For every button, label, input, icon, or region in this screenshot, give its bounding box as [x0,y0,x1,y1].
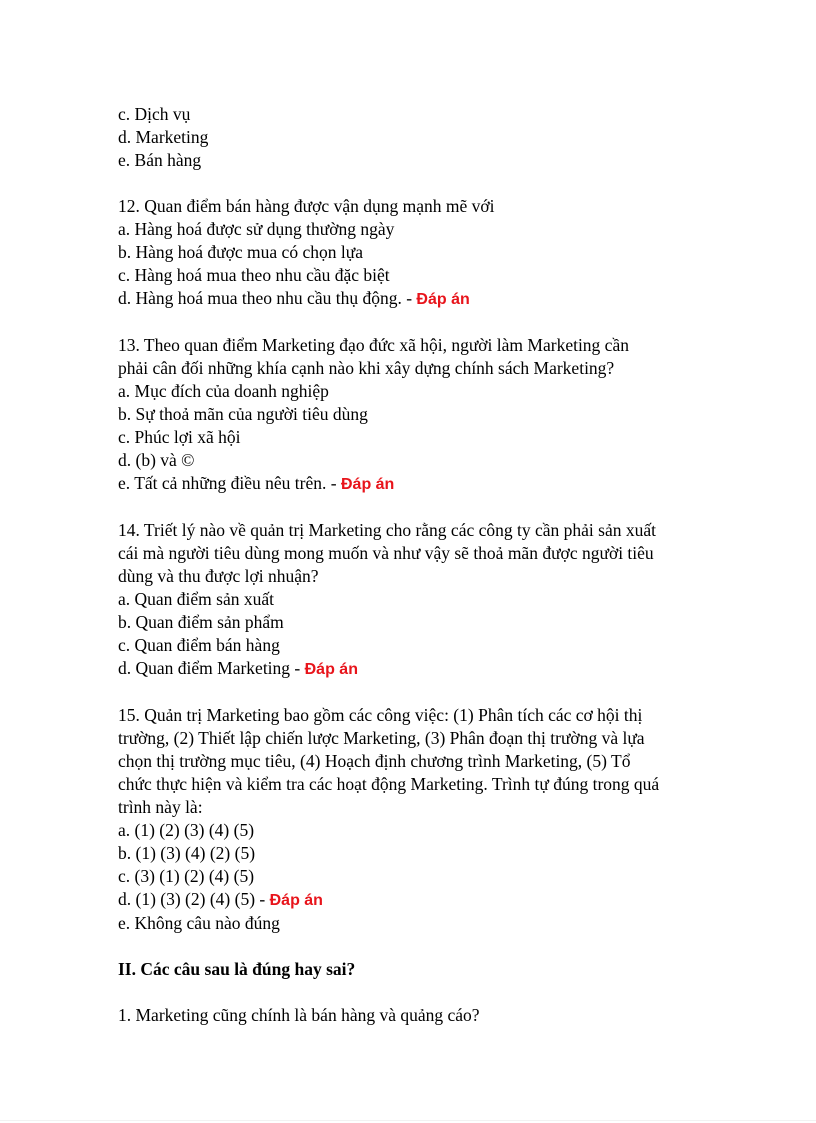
option-14c: c. Quan điểm bán hàng [118,635,280,655]
question-15-text-line-5: trình này là: [118,797,203,817]
option-15d-text: d. (1) (3) (2) (4) (5) - [118,889,270,909]
option-13e [118,472,738,496]
answer-marker: Đáp án [269,892,323,909]
option-13e-text: e. Tất cả những điều nêu trên. - [118,473,341,493]
option-14d-text: d. Quan điểm Marketing - [118,658,305,678]
option-13a: a. Mục đích của doanh nghiệp [118,381,329,401]
option-14a: a. Quan điểm sản xuất [118,589,274,609]
option-15b: b. (1) (3) (4) (2) (5) [118,843,256,863]
question-15-text-line-2: trường, (2) Thiết lập chiến lược Marketing, (3) Phân đoạn thị trường và lựa [118,728,645,748]
option-13d: d. (b) và © [118,450,195,470]
option-15e: e. Không câu nào đúng [118,913,280,933]
question-14-text-line-2: cái mà người tiêu dùng mong muốn và như vậy sẽ thoả mãn được người tiêu [118,543,654,563]
option-13c: c. Phúc lợi xã hội [118,427,241,447]
question-12 [118,195,738,311]
answer-marker: Đáp án [340,476,395,493]
option-13b: b. Sự thoả mãn của người tiêu dùng [118,404,368,424]
document-page [118,103,738,1027]
option-15a: a. (1) (2) (3) (4) (5) [118,820,255,840]
question-13-text-line-2: phải cân đối những khía cạnh nào khi xây dựng chính sách Marketing? [118,358,615,378]
answer-marker: Đáp án [304,661,358,678]
answer-marker: Đáp án [416,291,470,308]
question-15-text-line-3: chọn thị trường mục tiêu, (4) Hoạch định chương trình Marketing, (5) Tổ [118,751,631,771]
question-11-tail [118,103,738,172]
question-14-text-line-1: 14. Triết lý nào về quản trị Marketing cho rằng các công ty cần phải sản xuất [118,520,656,540]
option-11d: d. Marketing [118,127,209,147]
question-12-text: 12. Quan điểm bán hàng được vận dụng mạnh mẽ với [118,196,495,216]
option-12d [118,287,738,311]
option-12a: a. Hàng hoá được sử dụng thường ngày [118,219,395,239]
option-11e: e. Bán hàng [118,150,202,170]
question-13 [118,334,738,496]
option-15d [118,888,738,912]
option-12c: c. Hàng hoá mua theo nhu cầu đặc biệt [118,265,390,285]
question-15 [118,704,738,935]
question-14-text-line-3: dùng và thu được lợi nhuận? [118,566,319,586]
question-14 [118,519,738,681]
option-14b: b. Quan điểm sản phẩm [118,612,284,632]
option-11c: c. Dịch vụ [118,104,191,124]
question-15-text-line-1: 15. Quản trị Marketing bao gồm các công việc: (1) Phân tích các cơ hội thị [118,705,643,725]
option-14d [118,657,738,681]
question-13-text-line-1: 13. Theo quan điểm Marketing đạo đức xã hội, người làm Marketing cần [118,335,629,355]
option-12d-text: d. Hàng hoá mua theo nhu cầu thụ động. - [118,288,417,308]
question-15-text-line-4: chức thực hiện và kiểm tra các hoạt động Marketing. Trình tự đúng trong quá [118,774,660,794]
page-bottom-edge [0,1120,816,1121]
option-12b: b. Hàng hoá được mua có chọn lựa [118,242,363,262]
section-2-question-1: 1. Marketing cũng chính là bán hàng và quảng cáo? [118,1005,480,1025]
option-15c: c. (3) (1) (2) (4) (5) [118,866,255,886]
section-2-heading: II. Các câu sau là đúng hay sai? [118,959,356,979]
